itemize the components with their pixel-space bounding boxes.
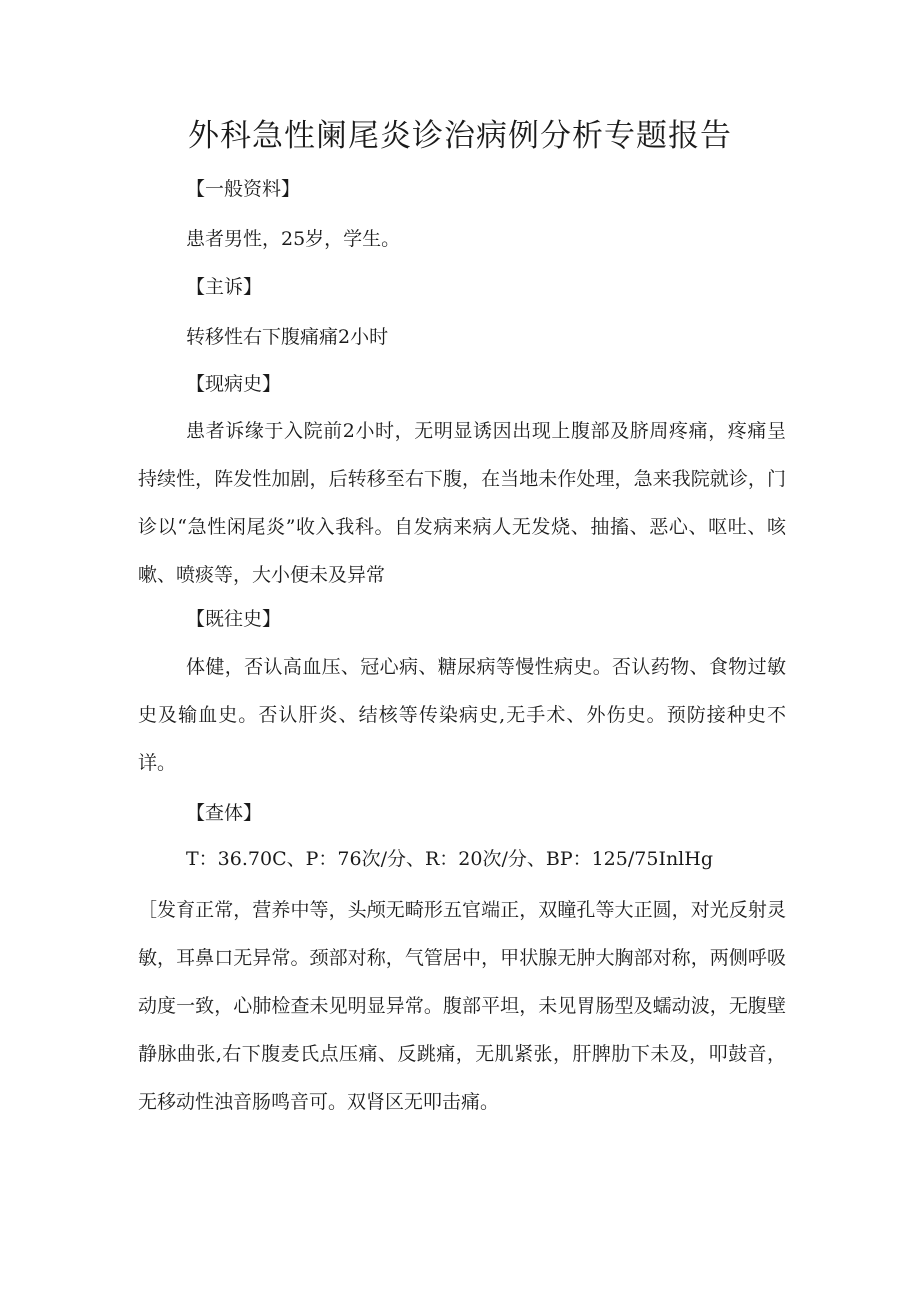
vital-signs-text: T：36.70C、P：76次/分、R：20次/分、BP：125/75InlHg (186, 848, 713, 870)
present-illness-text: 患者诉缘于入院前2小时，无明显诱因出现上腹部及脐周疼痛，疼痛呈持续性，阵发性加剧，后转移至右下腹，在当地未作处理，急来我院就诊，门诊以“急性闲尾炎”收入我科。自发病来病人无发烧、抽搐、恶心、呕吐、咳嗽、喷痰等，大小便未及异常 (138, 420, 786, 586)
section-heading-present-illness: 【现病史】 (186, 373, 282, 395)
section-heading-general: 【一般资料】 (186, 178, 301, 200)
section-heading-complaint: 【主诉】 (186, 276, 263, 298)
section-heading-physical-exam: 【查体】 (186, 802, 263, 824)
general-info-text: 患者男性，25岁，学生。 (186, 228, 401, 250)
section-heading-past-history: 【既往史】 (186, 608, 282, 630)
document-title: 外科急性阑尾炎诊治病例分析专题报告 (188, 118, 732, 154)
physical-exam-text: ［发育正常，营养中等，头颅无畸形五官端正，双瞳孔等大正圆，对光反射灵敏，耳鼻口无异常。颈部对称，气管居中，甲状腺无肿大胸部对称，两侧呼吸动度一致，心肺检查未见明显异常。腹部平坦，未见胃肠型及蠕动波，无腹壁静脉曲张,右下腹麦氏点压痛、反跳痛，无肌紧张，肝脾肋下未及，叩鼓音，无移动性浊音肠鸣音可。双肾区无叩击痛。 (138, 899, 786, 1113)
chief-complaint-text: 转移性右下腹痛痛2小时 (186, 326, 389, 348)
past-history-text: 体健，否认高血压、冠心病、糖尿病等慢性病史。否认药物、食物过敏史及输血史。否认肝炎、结核等传染病史,无手术、外伤史。预防接种史不详。 (138, 656, 786, 774)
